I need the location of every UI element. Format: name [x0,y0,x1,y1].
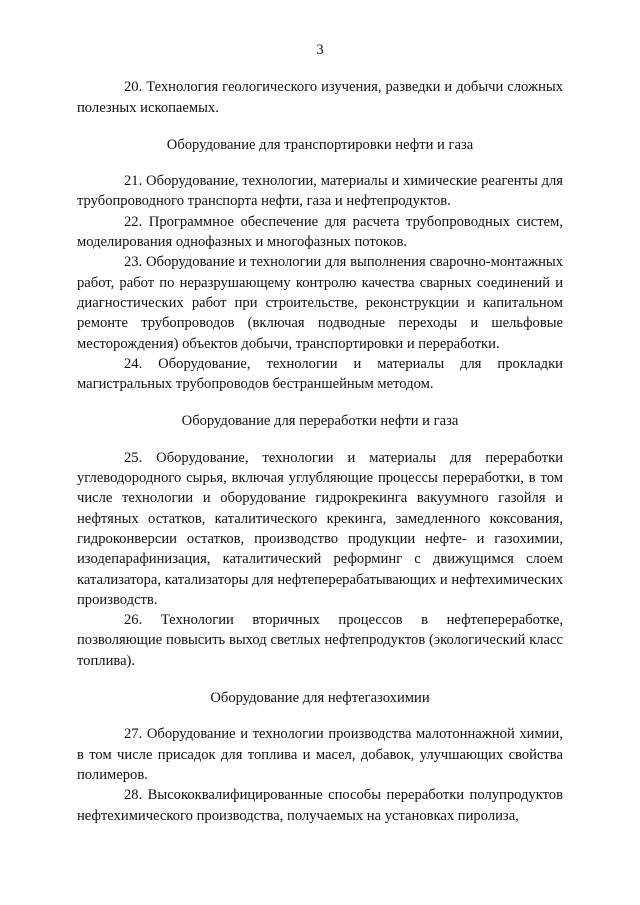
item-23: 23. Оборудование и технологии для выполнения сварочно-монтажных работ, работ по неразрушающему контролю качества сварных соединений и диагностических работ при строительстве, реконструкции и капитальном ремонте трубопроводов (включая подводные переходы и шельфовые месторождения) объектов добычи, транспортировки и переработки. [77,254,563,352]
item-27: 27. Оборудование и технологии производства малотоннажной химии, в том числе присадок для топлива и масел, добавок, улучшающих свойства полимеров. [77,726,563,783]
item-21: 21. Оборудование, технологии, материалы и химические реагенты для трубопроводного транспорта нефти, газа и нефтепродуктов. [77,173,563,210]
section-heading-transport: Оборудование для транспортировки нефти и газа [166,136,474,153]
item-24: 24. Оборудование, технологии и материалы для прокладки магистральных трубопроводов бестраншейным методом. [77,355,563,393]
section-heading-petrochemistry: Оборудование для нефтегазохимии [210,690,430,707]
item-22: 22. Программное обеспечение для расчета трубопроводных систем, моделирования однофазных и многофазных потоков. [77,213,563,251]
section-heading-processing: Оборудование для переработки нефти и газа [181,413,459,430]
document-body [77,77,563,826]
item-20: 20. Технология геологического изучения, разведки и добычи сложных полезных ископаемых. [77,79,563,116]
item-26: 26. Технологии вторичных процессов в нефтепереработке, позволяющие повысить выход светлых нефтепродуктов (экологический класс топлива). [77,612,563,669]
item-28: 28. Высококвалифицированные способы переработки полупродуктов нефтехимического производства, получаемых на установках пиролиза, [77,787,563,824]
item-25: 25. Оборудование, технологии и материалы для переработки углеводородного сырья, включая углубляющие процессы переработки, в том числе технологии и оборудование гидрокрекинга вакуумного газойля и нефтяных остатков, каталитического крекинга, замедленного коксования, гидроконверсии остатков, производство продукции нефте- и газохимии, изодепарафинизация, каталитический реформинг с движущимся слоем катализатора, катализаторы для нефтеперерабатывающих и нефтехимических производств. [77,449,563,608]
page-number: 3 [316,42,324,58]
